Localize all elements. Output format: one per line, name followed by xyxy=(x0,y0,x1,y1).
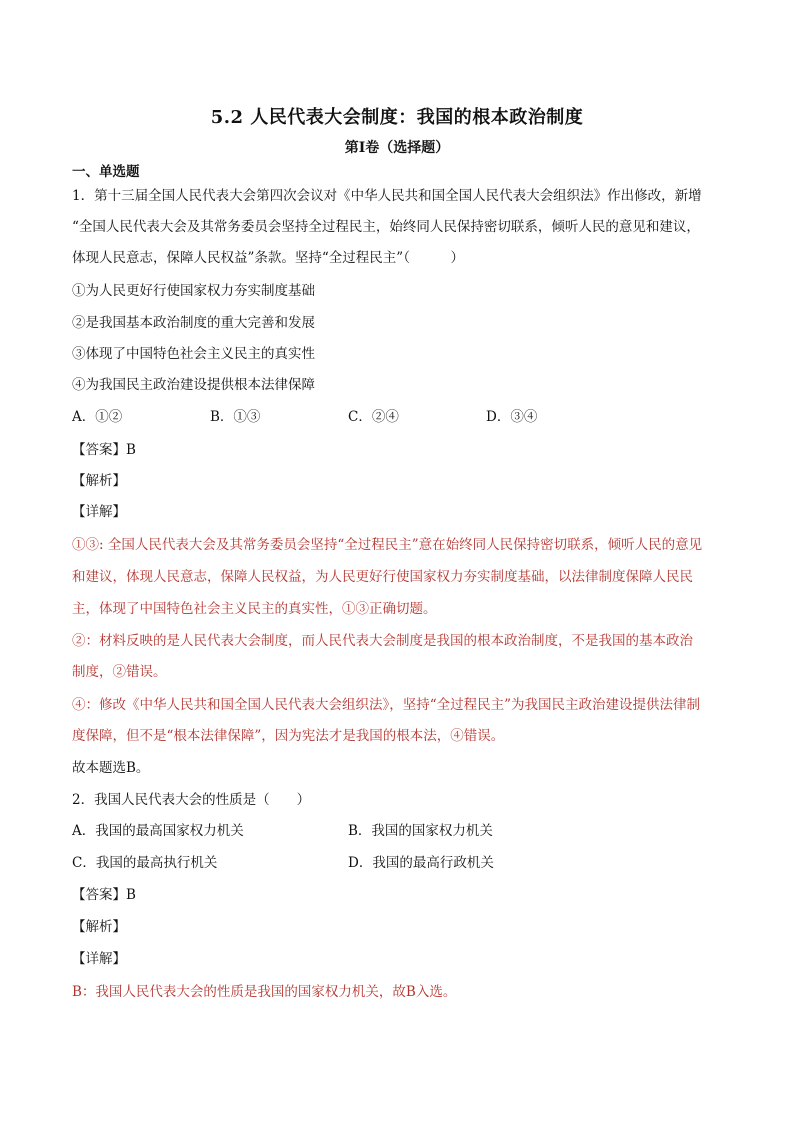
q1-explanation-line: 和建议，体现人民意志，保障人民权益，为人民更好行使国家权力夯实制度基础，以法律制度保障人民民 xyxy=(72,569,693,585)
q2-option-c: C．我国的最高执行机关 xyxy=(72,855,218,871)
q1-statement: ③体现了中国特色社会主义民主的真实性 xyxy=(72,346,315,362)
q1-detail-label: 【详解】 xyxy=(72,504,126,520)
q1-explanation-line: ②：材料反映的是人民代表大会制度，而人民代表大会制度是我国的根本政治制度，不是我国的基本政治 xyxy=(72,633,693,649)
q1-stem-line: 体现人民意志，保障人民权益”条款。坚持“全过程民主”（ ） xyxy=(72,250,464,266)
q2-detail-label: 【详解】 xyxy=(72,951,126,967)
q1-statement: ④为我国民主政治建设提供根本法律保障 xyxy=(72,377,315,393)
q2-options-row-2 xyxy=(72,855,728,871)
q1-options xyxy=(72,409,728,425)
q1-option-a: A．①② xyxy=(72,409,123,425)
q1-explanation-line: 度保障，但不是“根本法律保障”，因为宪法才是我国的根本法，④错误。 xyxy=(72,728,505,744)
q1-option-d: D．③④ xyxy=(486,409,538,425)
q1-option-c: C．②④ xyxy=(348,409,399,425)
q2-explanation: B：我国人民代表大会的性质是我国的国家权力机关，故B入选。 xyxy=(72,984,457,1000)
q1-explanation-line: ④：修改《中华人民共和国全国人民代表大会组织法》，坚持“全过程民主”为我国民主政治建设提供法律制 xyxy=(72,697,701,713)
section-heading: 一、单选题 xyxy=(72,164,140,180)
q2-option-b: B．我国的国家权力机关 xyxy=(348,823,493,839)
q1-statement: ①为人民更好行使国家权力夯实制度基础 xyxy=(72,283,315,299)
q1-stem-line: “全国人民代表大会及其常务委员会坚持全过程民主，始终同人民保持密切联系，倾听人民的意见和建议， xyxy=(72,219,700,235)
q1-answer: 【答案】B xyxy=(72,442,136,458)
q1-statement: ②是我国基本政治制度的重大完善和发展 xyxy=(72,315,315,331)
q1-analysis-label: 【解析】 xyxy=(72,473,126,489)
q2-answer: 【答案】B xyxy=(72,887,136,903)
q2-option-d: D．我国的最高行政机关 xyxy=(348,855,494,871)
q2-stem: 2．我国人民代表大会的性质是（ ） xyxy=(72,792,311,808)
q2-analysis-label: 【解析】 xyxy=(72,919,126,935)
q2-option-a: A．我国的最高国家权力机关 xyxy=(72,823,244,839)
q1-explanation-line: 制度，②错误。 xyxy=(72,664,167,680)
page-subtitle: 第I卷（选择题） xyxy=(344,140,450,156)
q1-explanation-line: 主，体现了中国特色社会主义民主的真实性，①③正确切题。 xyxy=(72,601,437,617)
q2-options-row-1 xyxy=(72,823,728,839)
q1-conclusion: 故本题选B。 xyxy=(72,760,150,776)
q1-option-b: B．①③ xyxy=(210,409,261,425)
q1-explanation-line: ①③: 全国人民代表大会及其常务委员会坚持“全过程民主”意在始终同人民保持密切联系，倾听人民的意见 xyxy=(72,537,703,553)
page-title: 5.2 人民代表大会制度：我国的根本政治制度 xyxy=(210,107,584,128)
q1-stem-line: 1．第十三届全国人民代表大会第四次会议对《中华人民共和国全国人民代表大会组织法》作出修改，新增 xyxy=(72,188,702,204)
